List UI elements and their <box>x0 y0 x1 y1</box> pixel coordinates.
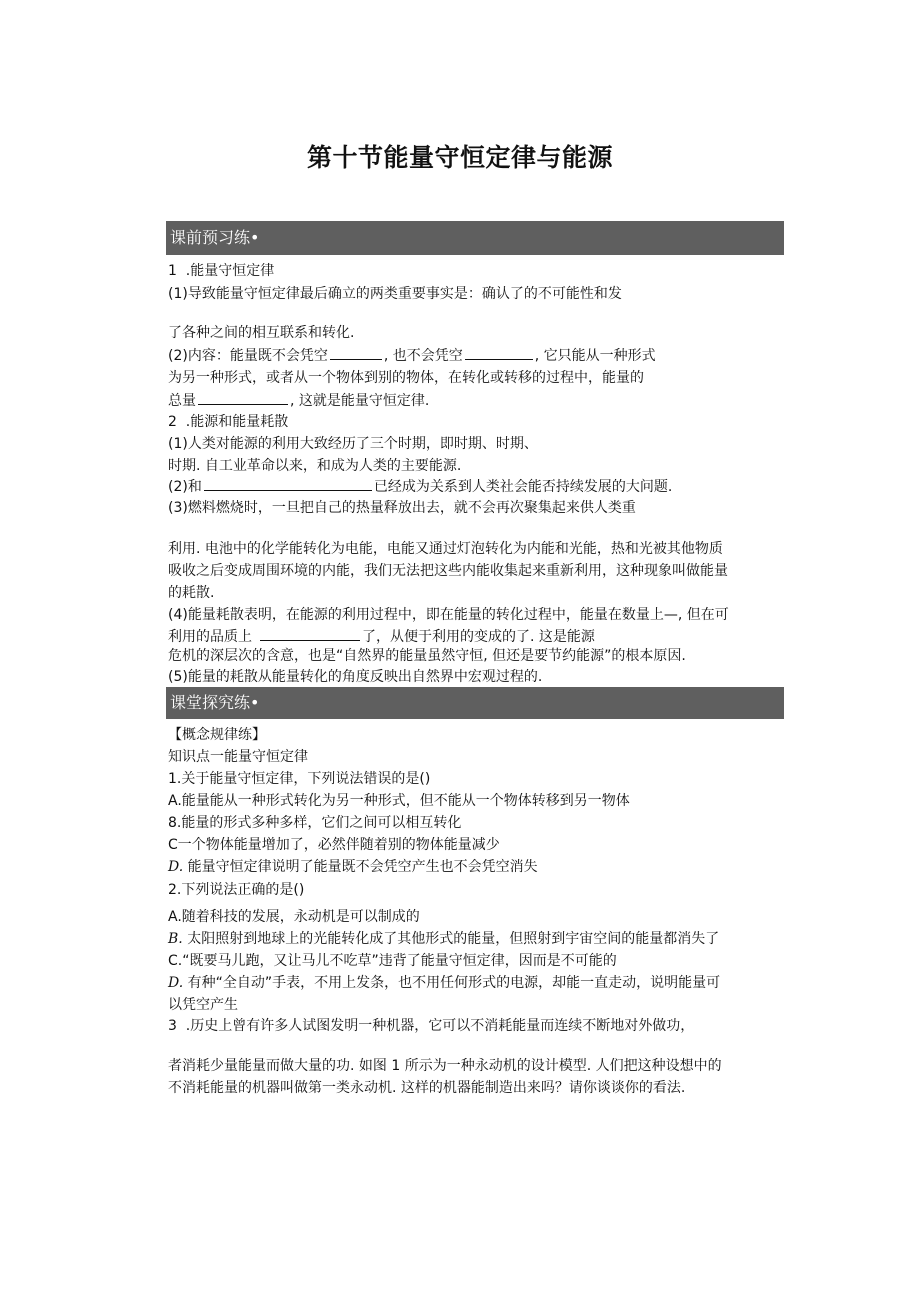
fill-blank[interactable] <box>198 390 288 405</box>
section-header-preview: 课前预习练• <box>166 221 784 255</box>
option <box>168 857 538 877</box>
text-fragment: , 它只能从一种形式 <box>534 348 656 364</box>
option: C一个物体能量增加了，必然伴随着别的物体能量减少 <box>168 837 500 853</box>
text-line: 吸收之后变成周围环境的内能，我们无法把这些内能收集起来重新利用，这种现象叫做能量 <box>168 563 728 579</box>
option: C.“既要马儿跑，又让马儿不吃草”违背了能量守恒定律，因而是不可能的 <box>168 953 617 969</box>
option-text: 能量守恒定律说明了能量既不会凭空产生也不会凭空消失 <box>187 859 538 875</box>
text-line: 危机的深层次的含意，也是“自然界的能量虽然守恒, 但还是要节约能源”的根本原因. <box>168 648 686 664</box>
text-line: (1)人类对能源的利用大致经历了三个时期，即时期、时期、 <box>168 436 538 452</box>
option: A.随着科技的发展，永动机是可以制成的 <box>168 909 420 925</box>
text-line: 1 .能量守恒定律 <box>168 263 275 279</box>
option-letter: D. <box>168 975 184 991</box>
text-line: (4)能量耗散表明，在能源的利用过程中，即在能量的转化过程中，能量在数量上—, 但在可 <box>168 607 729 623</box>
question: 1.关于能量守恒定律，下列说法错误的是() <box>168 771 431 787</box>
option: A.能量能从一种形式转化为另一种形式，但不能从一个物体转移到另一物体 <box>168 793 630 809</box>
text-line: 的耗散. <box>168 585 215 601</box>
text-line <box>168 390 429 411</box>
option <box>168 929 719 949</box>
text-fragment: 总量 <box>168 393 196 409</box>
text-line: 【概念规律练】 <box>168 727 266 743</box>
text-line: 者消耗少量能量而做大量的功. 如图 1 所示为一种永动机的设计模型. 人们把这种设想中的 <box>168 1058 722 1074</box>
text-line: (3)燃料燃烧时，一旦把自己的热量释放出去，就不会再次聚集起来供人类重 <box>168 500 636 516</box>
option-letter: D. <box>168 859 184 875</box>
text-line: 2 .能源和能量耗散 <box>168 414 289 430</box>
fill-blank[interactable] <box>204 476 372 491</box>
option <box>168 973 720 993</box>
fill-blank[interactable] <box>465 345 533 360</box>
text-fragment: 已经成为关系到人类社会能否持续发展的大问题. <box>373 479 673 495</box>
option: 8.能量的形式多种多样，它们之间可以相互转化 <box>168 815 462 831</box>
fill-blank[interactable] <box>260 626 360 641</box>
text-line: 不消耗能量的机器叫做第一类永动机. 这样的机器能制造出来吗？请你谈谈你的看法. <box>168 1080 686 1096</box>
text-line: 以凭空产生 <box>168 997 238 1013</box>
text-line <box>168 345 656 366</box>
text-line: (1)导致能量守恒定律最后确立的两类重要事实是：确认了的不可能性和发 <box>168 286 622 302</box>
text-fragment: , 也不会凭空 <box>383 348 463 364</box>
option-letter: B. <box>168 931 183 947</box>
text-line: 时期. 自工业革命以来，和成为人类的主要能源. <box>168 458 462 474</box>
text-line <box>168 626 595 647</box>
text-line: 了各种之间的相互联系和转化. <box>168 325 355 341</box>
text-line: 知识点一能量守恒定律 <box>168 749 308 765</box>
option-text: 太阳照射到地球上的光能转化成了其他形式的能量，但照射到宇宙空间的能量都消失了 <box>187 931 720 947</box>
text-fragment: , 这就是能量守恒定律. <box>290 393 430 409</box>
text-fragment: (2)和 <box>168 479 202 495</box>
text-line: 为另一种形式，或者从一个物体到别的物体，在转化或转移的过程中，能量的 <box>168 370 644 386</box>
section-header-classroom: 课堂探究练• <box>166 687 784 719</box>
fill-blank[interactable] <box>330 345 382 360</box>
text-line: 利用. 电池中的化学能转化为电能，电能又通过灯泡转化为内能和光能，热和光被其他物质 <box>168 541 723 557</box>
question: 2.下列说法正确的是() <box>168 882 305 898</box>
text-fragment: 利用的品质上 <box>168 629 252 645</box>
text-fragment: (2)内容：能量既不会凭空 <box>168 348 328 364</box>
page-title: 第十节能量守恒定律与能源 <box>306 143 613 172</box>
question: 3 .历史上曾有许多人试图发明一种机器，它可以不消耗能量而连续不断地对外做功， <box>168 1018 695 1034</box>
text-fragment: 了，从便于利用的变成的了. 这是能源 <box>362 629 595 645</box>
option-text: 有种“全自动”手表，不用上发条，也不用任何形式的电源，却能一直走动，说明能量可 <box>187 975 721 991</box>
text-line: (5)能量的耗散从能量转化的角度反映出自然界中宏观过程的. <box>168 669 543 685</box>
text-line <box>168 476 672 497</box>
